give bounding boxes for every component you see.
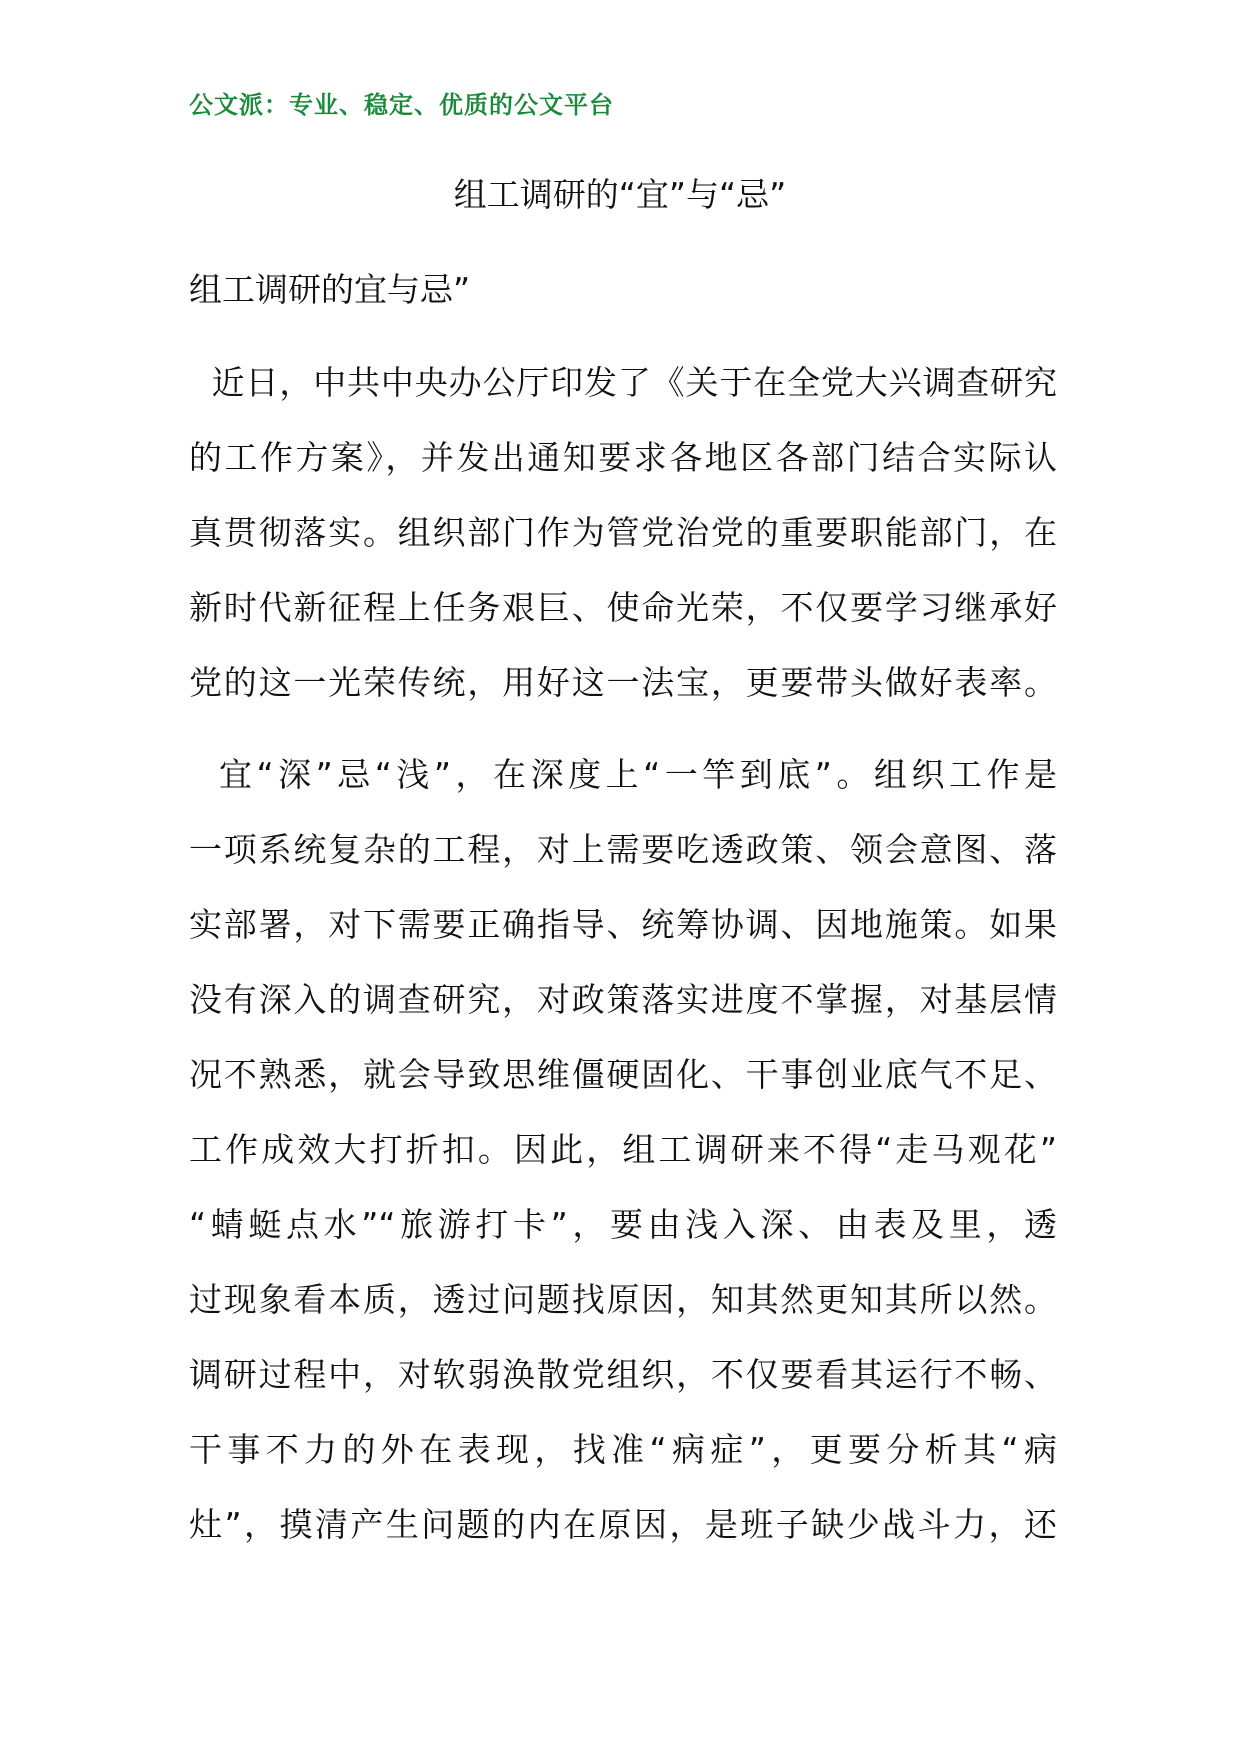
paragraph-intro	[189, 345, 1057, 720]
paragraph-line: 真贯彻落实。组织部门作为管党治党的重要职能部门，在	[189, 513, 1057, 552]
paragraph-line: 新时代新征程上任务艰巨、使命光荣，不仅要学习继承好	[189, 588, 1057, 627]
paragraph-depth	[189, 737, 1057, 1562]
paragraph-line: 灶”，摸清产生问题的内在原因，是班子缺少战斗力，还	[189, 1505, 1057, 1544]
paragraph-line: 实部署，对下需要正确指导、统筹协调、因地施策。如果	[189, 905, 1057, 944]
document-title: 组工调研的“宜”与“忌”	[453, 175, 787, 214]
paragraph-line: “蜻蜓点水”“旅游打卡”，要由浅入深、由表及里，透	[189, 1205, 1057, 1244]
paragraph-line: 调研过程中，对软弱涣散党组织，不仅要看其运行不畅、	[189, 1355, 1057, 1394]
paragraph-line: 没有深入的调查研究，对政策落实进度不掌握，对基层情	[189, 980, 1057, 1019]
paragraph-line: 过现象看本质，透过问题找原因，知其然更知其所以然。	[189, 1280, 1057, 1319]
paragraph-line: 干事不力的外在表现，找准“病症”，更要分析其“病	[189, 1430, 1057, 1469]
paragraph-line: 工作成效大打折扣。因此，组工调研来不得“走马观花”	[189, 1130, 1057, 1169]
site-header-slogan: 公文派：专业、稳定、优质的公文平台	[189, 91, 614, 119]
paragraph-line: 近日，中共中央办公厅印发了《关于在全党大兴调查研究	[189, 363, 1057, 402]
paragraph-line: 宜“深”忌“浅”，在深度上“一竿到底”。组织工作是	[189, 755, 1057, 794]
paragraph-line: 一项系统复杂的工程，对上需要吃透政策、领会意图、落	[189, 830, 1057, 869]
document-subtitle: 组工调研的宜与忌”	[189, 270, 471, 309]
paragraph-line: 况不熟悉，就会导致思维僵硬固化、干事创业底气不足、	[189, 1055, 1057, 1094]
paragraph-line: 党的这一光荣传统，用好这一法宝，更要带头做好表率。	[189, 663, 1057, 702]
paragraph-line: 的工作方案》，并发出通知要求各地区各部门结合实际认	[189, 438, 1057, 477]
